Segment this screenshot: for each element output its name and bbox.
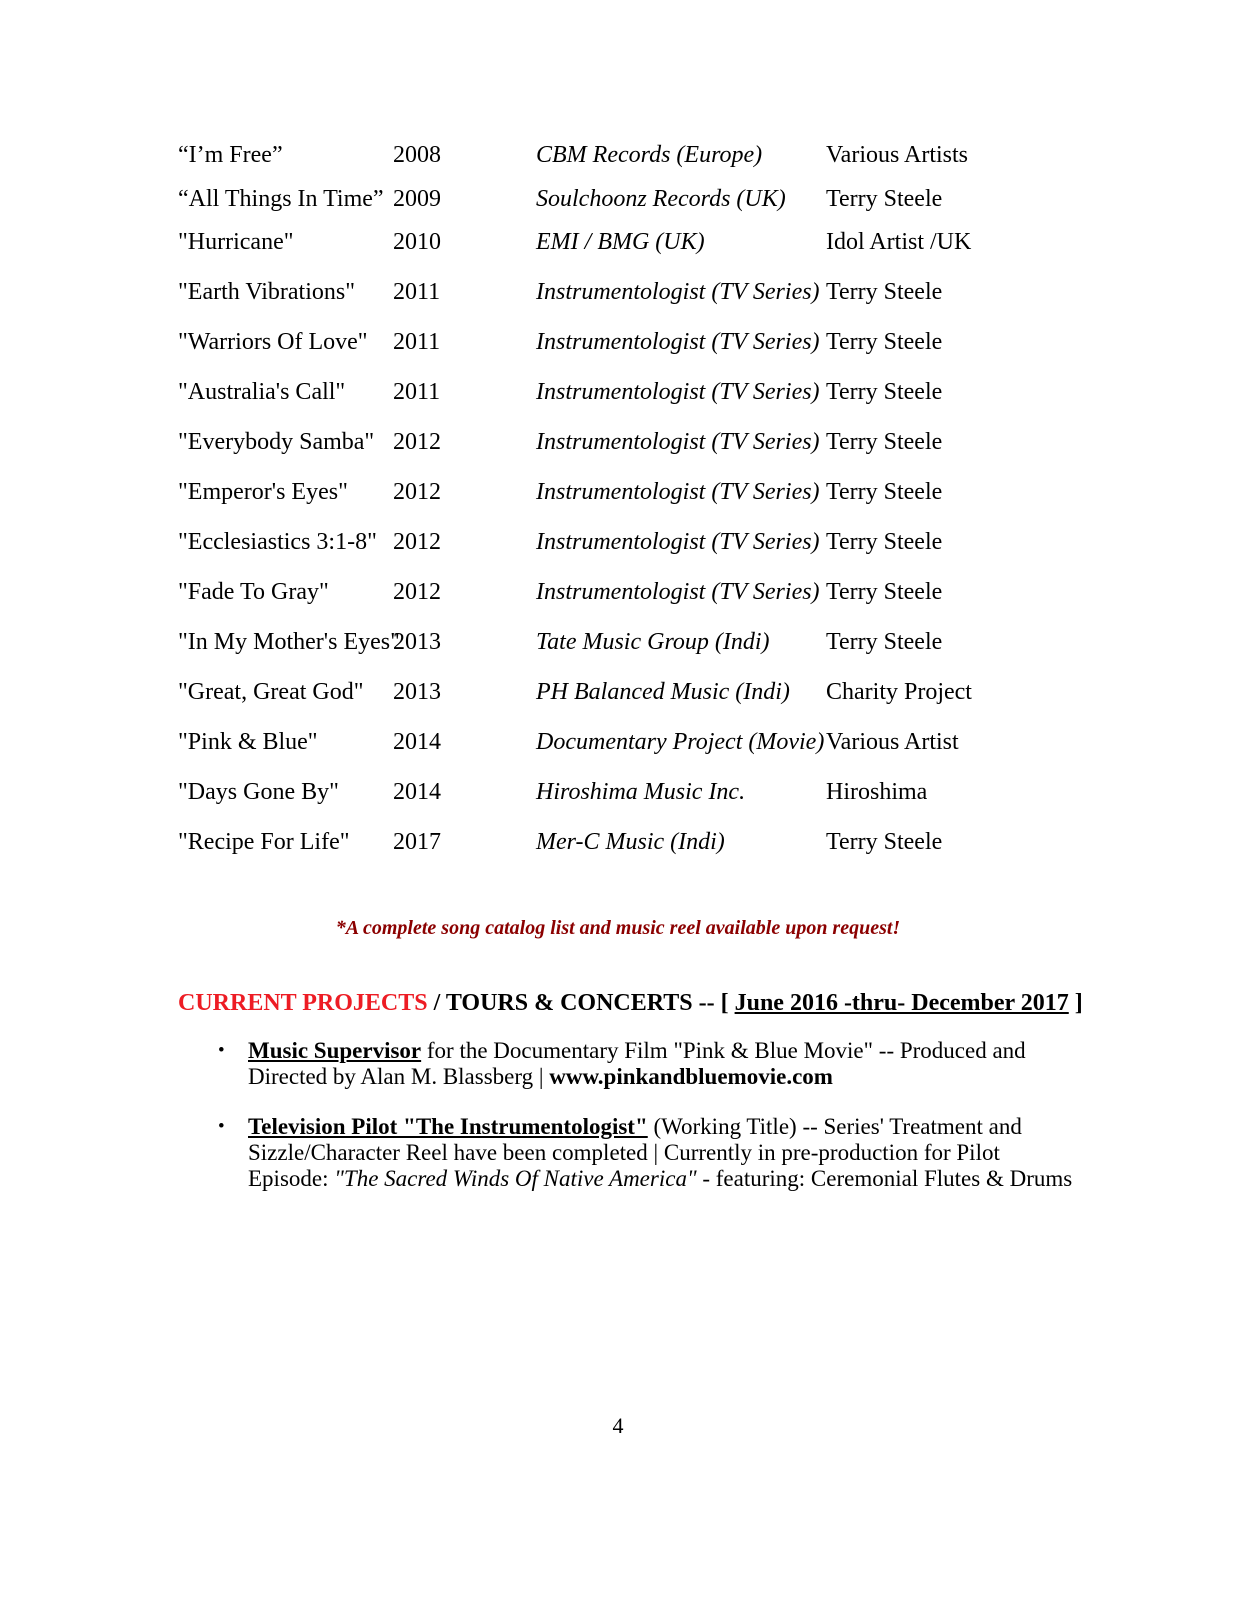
cell-title: "Days Gone By": [178, 779, 339, 805]
table-row: [178, 627, 1078, 657]
cell-year: 2012: [393, 479, 441, 505]
text-segment: Television Pilot "The Instrumentologist": [248, 1114, 648, 1139]
cell-title: "Earth Vibrations": [178, 279, 356, 305]
cell-title: “All Things In Time”: [178, 186, 384, 212]
table-row: [178, 377, 1078, 407]
cell-artist: Terry Steele: [826, 279, 943, 305]
cell-title: "Great, Great God": [178, 679, 364, 705]
cell-label: Instrumentologist (TV Series): [536, 279, 820, 305]
cell-year: 2008: [393, 142, 441, 168]
cell-label: Instrumentologist (TV Series): [536, 529, 820, 555]
cell-artist: Charity Project: [826, 679, 972, 705]
cell-label: Soulchoonz Records (UK): [536, 186, 786, 212]
cell-year: 2017: [393, 829, 441, 855]
bullet-line: [248, 1140, 1078, 1166]
cell-title: "Australia's Call": [178, 379, 346, 405]
table-row: [178, 477, 1078, 507]
cell-title: "Pink & Blue": [178, 729, 318, 755]
bullet-icon: •: [218, 1116, 225, 1137]
cell-year: 2013: [393, 629, 441, 655]
cell-label: Documentary Project (Movie): [536, 729, 825, 755]
table-row: [178, 327, 1078, 357]
table-row: [178, 777, 1078, 807]
cell-label: Tate Music Group (Indi): [536, 629, 770, 655]
bullet-line: [248, 1038, 1078, 1064]
cell-label: Mer-C Music (Indi): [536, 829, 725, 855]
table-row: [178, 577, 1078, 607]
text-segment: ]: [1068, 990, 1083, 1016]
table-row: [178, 140, 1078, 170]
text-segment: / TOURS & CONCERTS -- [: [427, 990, 735, 1016]
text-segment: CURRENT PROJECTS: [178, 990, 428, 1016]
current-projects-heading: [178, 988, 1083, 1018]
current-projects-list: [218, 1038, 1078, 1216]
table-row: [178, 827, 1078, 857]
list-item: [218, 1114, 1078, 1192]
table-row: [178, 184, 1078, 214]
cell-year: 2011: [393, 379, 441, 405]
text-segment: (Working Title) -- Series' Treatment and: [647, 1114, 1022, 1139]
cell-label: Instrumentologist (TV Series): [536, 479, 820, 505]
page-number: 4: [612, 1413, 624, 1438]
bullet-line: [248, 1114, 1078, 1140]
cell-artist: Terry Steele: [826, 629, 943, 655]
cell-artist: Various Artists: [826, 142, 969, 168]
cell-year: 2011: [393, 279, 441, 305]
cell-label: EMI / BMG (UK): [536, 229, 705, 255]
cell-label: Instrumentologist (TV Series): [536, 579, 820, 605]
table-row: [178, 727, 1078, 757]
text-segment: Sizzle/Character Reel have been completed | Currently in pre-production for Pilot: [248, 1140, 1000, 1165]
cell-title: "Recipe For Life": [178, 829, 350, 855]
cell-label: Hiroshima Music Inc.: [536, 779, 746, 805]
bullet-icon: •: [218, 1040, 225, 1061]
bullet-line: [248, 1064, 1078, 1090]
table-row: [178, 677, 1078, 707]
text-segment: "The Sacred Winds Of Native America": [334, 1166, 697, 1191]
bullet-text: [248, 1114, 1078, 1192]
table-row: [178, 527, 1078, 557]
catalog-note: *A complete song catalog list and music reel available upon request!: [335, 917, 901, 939]
cell-title: "Everybody Samba": [178, 429, 375, 455]
text-segment: Episode:: [248, 1166, 335, 1191]
cell-year: 2014: [393, 779, 441, 805]
cell-year: 2010: [393, 229, 441, 255]
bullet-line: [248, 1166, 1078, 1192]
cell-label: Instrumentologist (TV Series): [536, 379, 820, 405]
text-segment: Directed by Alan M. Blassberg |: [248, 1064, 550, 1089]
cell-year: 2011: [393, 329, 441, 355]
bullet-text: [248, 1038, 1078, 1090]
text-segment: www.pinkandbluemovie.com: [549, 1064, 833, 1089]
cell-artist: Terry Steele: [826, 186, 943, 212]
list-item: [218, 1038, 1078, 1090]
cell-title: "Hurricane": [178, 229, 294, 255]
cell-artist: Terry Steele: [826, 579, 943, 605]
cell-title: "In My Mother's Eyes": [178, 629, 400, 655]
cell-label: PH Balanced Music (Indi): [536, 679, 790, 705]
table-row: [178, 427, 1078, 457]
cell-year: 2013: [393, 679, 441, 705]
cell-year: 2009: [393, 186, 441, 212]
cell-artist: Terry Steele: [826, 379, 943, 405]
cell-artist: Various Artist: [826, 729, 959, 755]
cell-label: Instrumentologist (TV Series): [536, 329, 820, 355]
cell-label: CBM Records (Europe): [536, 142, 763, 168]
text-segment: - featuring: Ceremonial Flutes & Drums: [696, 1166, 1073, 1191]
cell-title: "Warriors Of Love": [178, 329, 368, 355]
cell-artist: Terry Steele: [826, 529, 943, 555]
cell-artist: Terry Steele: [826, 329, 943, 355]
cell-artist: Terry Steele: [826, 479, 943, 505]
cell-artist: Terry Steele: [826, 429, 943, 455]
cell-year: 2012: [393, 529, 441, 555]
cell-title: "Emperor's Eyes": [178, 479, 348, 505]
discography-table: [178, 140, 1078, 877]
cell-year: 2012: [393, 429, 441, 455]
cell-title: "Fade To Gray": [178, 579, 329, 605]
text-segment: June 2016 -thru- December 2017: [734, 990, 1069, 1016]
cell-year: 2014: [393, 729, 441, 755]
table-row: [178, 277, 1078, 307]
cell-title: “I’m Free”: [178, 142, 283, 168]
table-row: [178, 227, 1078, 257]
cell-label: Instrumentologist (TV Series): [536, 429, 820, 455]
cell-title: "Ecclesiastics 3:1-8": [178, 529, 377, 555]
cell-year: 2012: [393, 579, 441, 605]
cell-artist: Idol Artist /UK: [826, 229, 972, 255]
text-segment: Music Supervisor: [248, 1038, 422, 1063]
cell-artist: Hiroshima: [826, 779, 928, 805]
cell-artist: Terry Steele: [826, 829, 943, 855]
text-segment: for the Documentary Film "Pink & Blue Movie" -- Produced and: [421, 1038, 1026, 1063]
